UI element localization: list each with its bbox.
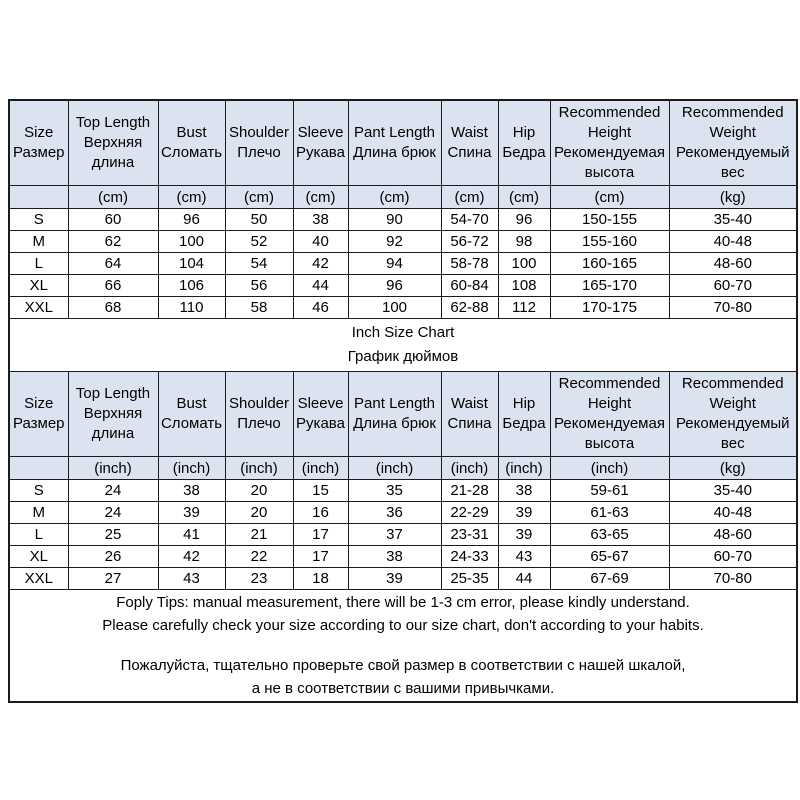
data-cell: 22-29	[441, 502, 498, 524]
data-cell: 110	[158, 297, 225, 319]
data-cell: 52	[225, 231, 293, 253]
size-chart-table	[8, 99, 798, 703]
data-cell: 160-165	[550, 253, 669, 275]
data-cell: 96	[498, 209, 550, 231]
data-cell: 26	[68, 546, 158, 568]
header-label-en: Recommended Weight	[681, 375, 784, 413]
size-cell: L	[9, 524, 68, 546]
data-cell: 38	[498, 480, 550, 502]
header-cell	[225, 100, 293, 186]
data-cell: 65-67	[550, 546, 669, 568]
header-label-en: Sleeve	[297, 124, 344, 142]
header-cell	[293, 372, 348, 457]
table-row	[9, 231, 797, 253]
header-label-ru: Рекомендуемый вес	[675, 144, 790, 181]
header-cell	[68, 100, 158, 186]
header-label-ru: Рукава	[296, 144, 345, 161]
header-label-en: Pant Length	[354, 124, 435, 142]
data-cell: 100	[498, 253, 550, 275]
tips-ru-line2: а не в соответствии с вашими привычками.	[251, 679, 555, 697]
unit-cell: (cm)	[348, 186, 441, 209]
size-cell: M	[9, 231, 68, 253]
size-cell: XXL	[9, 568, 68, 590]
data-cell: 20	[225, 480, 293, 502]
size-cell: S	[9, 209, 68, 231]
header-label-ru: Сломать	[160, 415, 223, 432]
data-cell: 90	[348, 209, 441, 231]
table-row	[9, 319, 797, 372]
data-cell: 39	[348, 568, 441, 590]
unit-cell: (inch)	[550, 457, 669, 480]
header-cell	[669, 372, 797, 457]
data-cell: 62-88	[441, 297, 498, 319]
unit-cell: (inch)	[158, 457, 225, 480]
unit-cell: (inch)	[348, 457, 441, 480]
data-cell: 43	[498, 546, 550, 568]
data-cell: 41	[158, 524, 225, 546]
unit-cell: (cm)	[498, 186, 550, 209]
table-row	[9, 590, 797, 703]
data-cell: 17	[293, 524, 348, 546]
data-cell: 66	[68, 275, 158, 297]
header-label-en: Sleeve	[297, 395, 344, 413]
header-label-en: Recommended Height	[558, 104, 661, 142]
header-label-ru: Верхняя длина	[83, 134, 143, 171]
unit-cell: (cm)	[293, 186, 348, 209]
data-cell: 27	[68, 568, 158, 590]
table-row	[9, 186, 797, 209]
header-cell	[669, 100, 797, 186]
header-label-ru: Длина брюк	[353, 144, 436, 161]
data-cell: 100	[158, 231, 225, 253]
header-label-ru: Бедра	[502, 415, 546, 432]
unit-cell: (cm)	[441, 186, 498, 209]
header-label-en: Top Length	[75, 385, 151, 403]
header-label-ru: Спина	[447, 415, 492, 432]
header-label-ru: Спина	[447, 144, 492, 161]
header-label-en: Hip	[512, 395, 536, 413]
data-cell: 56	[225, 275, 293, 297]
data-cell: 18	[293, 568, 348, 590]
unit-cell: (cm)	[68, 186, 158, 209]
header-label-ru: Размер	[12, 144, 65, 161]
header-label-en: Shoulder	[228, 124, 290, 142]
data-cell: 106	[158, 275, 225, 297]
unit-cell: (cm)	[550, 186, 669, 209]
data-cell: 68	[68, 297, 158, 319]
size-cell: L	[9, 253, 68, 275]
header-cell	[550, 100, 669, 186]
data-cell: 16	[293, 502, 348, 524]
unit-cell: (inch)	[293, 457, 348, 480]
data-cell: 15	[293, 480, 348, 502]
data-cell: 39	[158, 502, 225, 524]
data-cell: 150-155	[550, 209, 669, 231]
divider-title-en: Inch Size Chart	[351, 324, 455, 341]
data-cell: 98	[498, 231, 550, 253]
data-cell: 60-70	[669, 546, 797, 568]
data-cell: 100	[348, 297, 441, 319]
data-cell: 23	[225, 568, 293, 590]
data-cell: 42	[158, 546, 225, 568]
header-cell	[158, 372, 225, 457]
data-cell: 44	[293, 275, 348, 297]
data-cell: 59-61	[550, 480, 669, 502]
data-cell: 40	[293, 231, 348, 253]
data-cell: 94	[348, 253, 441, 275]
data-cell: 23-31	[441, 524, 498, 546]
data-cell: 38	[348, 546, 441, 568]
size-cell: XL	[9, 275, 68, 297]
data-cell: 43	[158, 568, 225, 590]
header-label-ru: Сломать	[160, 144, 223, 161]
table-row	[9, 524, 797, 546]
data-cell: 38	[293, 209, 348, 231]
data-cell: 165-170	[550, 275, 669, 297]
header-label-ru: Рекомендуемый вес	[675, 415, 790, 452]
data-cell: 96	[348, 275, 441, 297]
unit-cell: (cm)	[225, 186, 293, 209]
header-label-ru: Бедра	[502, 144, 546, 161]
data-cell: 25-35	[441, 568, 498, 590]
header-label-en: Size	[24, 124, 54, 142]
data-cell: 36	[348, 502, 441, 524]
data-cell: 50	[225, 209, 293, 231]
header-label-en: Recommended Height	[558, 375, 661, 413]
data-cell: 58-78	[441, 253, 498, 275]
header-label-ru: Верхняя длина	[83, 405, 143, 442]
size-cell: M	[9, 502, 68, 524]
data-cell: 40-48	[669, 502, 797, 524]
spacer	[12, 638, 794, 654]
header-cell	[158, 100, 225, 186]
data-cell: 35-40	[669, 209, 797, 231]
data-cell: 104	[158, 253, 225, 275]
unit-cell: (inch)	[225, 457, 293, 480]
data-cell: 70-80	[669, 568, 797, 590]
data-cell: 54	[225, 253, 293, 275]
data-cell: 24	[68, 480, 158, 502]
data-cell: 170-175	[550, 297, 669, 319]
tips-en-line2: Please carefully check your size according to our size chart, don't according to your habits.	[102, 617, 704, 635]
tips-en-line1: Foply Tips: manual measurement, there will be 1-3 cm error, please kindly understand.	[116, 594, 690, 611]
data-cell: 46	[293, 297, 348, 319]
header-label-en: Size	[24, 395, 54, 413]
header-label-en: Shoulder	[228, 395, 290, 413]
header-cell	[348, 100, 441, 186]
tips-ru-line1: Пожалуйста, тщательно проверьте свой размер в соответствии с нашей шкалой,	[120, 656, 686, 674]
header-label-ru: Размер	[12, 415, 65, 432]
data-cell: 155-160	[550, 231, 669, 253]
header-label-ru: Рукава	[296, 415, 345, 432]
unit-cell: (kg)	[669, 186, 797, 209]
unit-cell	[9, 457, 68, 480]
data-cell: 92	[348, 231, 441, 253]
data-cell: 17	[293, 546, 348, 568]
data-cell: 58	[225, 297, 293, 319]
table-row	[9, 480, 797, 502]
size-cell: S	[9, 480, 68, 502]
table-row	[9, 297, 797, 319]
data-cell: 39	[498, 524, 550, 546]
data-cell: 21	[225, 524, 293, 546]
header-cell	[550, 372, 669, 457]
header-label-en: Top Length	[75, 114, 151, 132]
data-cell: 96	[158, 209, 225, 231]
data-cell: 40-48	[669, 231, 797, 253]
header-label-ru: Длина брюк	[353, 415, 436, 432]
data-cell: 70-80	[669, 297, 797, 319]
unit-cell: (inch)	[68, 457, 158, 480]
table-row	[9, 546, 797, 568]
table-row	[9, 372, 797, 457]
unit-cell	[9, 186, 68, 209]
header-cell	[348, 372, 441, 457]
table-row	[9, 209, 797, 231]
table-row	[9, 253, 797, 275]
data-cell: 60-70	[669, 275, 797, 297]
header-label-en: Pant Length	[354, 395, 435, 413]
data-cell: 61-63	[550, 502, 669, 524]
data-cell: 48-60	[669, 524, 797, 546]
header-label-ru: Рекомендуемая высота	[554, 144, 665, 181]
unit-cell: (inch)	[498, 457, 550, 480]
data-cell: 22	[225, 546, 293, 568]
data-cell: 20	[225, 502, 293, 524]
data-cell: 48-60	[669, 253, 797, 275]
table-row	[9, 457, 797, 480]
unit-cell: (kg)	[669, 457, 797, 480]
data-cell: 35-40	[669, 480, 797, 502]
unit-cell: (cm)	[158, 186, 225, 209]
data-cell: 62	[68, 231, 158, 253]
data-cell: 42	[293, 253, 348, 275]
data-cell: 67-69	[550, 568, 669, 590]
header-label-ru: Рекомендуемая высота	[554, 415, 665, 452]
data-cell: 60-84	[441, 275, 498, 297]
data-cell: 56-72	[441, 231, 498, 253]
header-label-ru: Плечо	[237, 415, 281, 432]
header-label-ru: Плечо	[237, 144, 281, 161]
unit-cell: (inch)	[441, 457, 498, 480]
divider-title-ru: График дюймов	[347, 348, 459, 365]
data-cell: 112	[498, 297, 550, 319]
table-row	[9, 502, 797, 524]
data-cell: 63-65	[550, 524, 669, 546]
header-cell	[293, 100, 348, 186]
table-row	[9, 275, 797, 297]
table-row	[9, 568, 797, 590]
data-cell: 25	[68, 524, 158, 546]
data-cell: 24-33	[441, 546, 498, 568]
header-cell	[498, 372, 550, 457]
data-cell: 108	[498, 275, 550, 297]
header-label-en: Hip	[512, 124, 536, 142]
tips-cell	[9, 590, 797, 703]
data-cell: 60	[68, 209, 158, 231]
data-cell: 64	[68, 253, 158, 275]
header-label-en: Waist	[451, 395, 488, 413]
header-label-en: Bust	[176, 395, 207, 413]
header-cell	[9, 100, 68, 186]
header-label-en: Waist	[451, 124, 488, 142]
header-cell	[9, 372, 68, 457]
data-cell: 24	[68, 502, 158, 524]
inch-chart-divider	[9, 319, 797, 372]
data-cell: 39	[498, 502, 550, 524]
data-cell: 37	[348, 524, 441, 546]
data-cell: 44	[498, 568, 550, 590]
size-cell: XXL	[9, 297, 68, 319]
header-cell	[441, 100, 498, 186]
table-row	[9, 100, 797, 186]
data-cell: 38	[158, 480, 225, 502]
header-cell	[441, 372, 498, 457]
size-cell: XL	[9, 546, 68, 568]
data-cell: 21-28	[441, 480, 498, 502]
header-label-en: Recommended Weight	[681, 104, 784, 142]
header-cell	[498, 100, 550, 186]
header-label-en: Bust	[176, 124, 207, 142]
header-cell	[225, 372, 293, 457]
data-cell: 35	[348, 480, 441, 502]
data-cell: 54-70	[441, 209, 498, 231]
header-cell	[68, 372, 158, 457]
